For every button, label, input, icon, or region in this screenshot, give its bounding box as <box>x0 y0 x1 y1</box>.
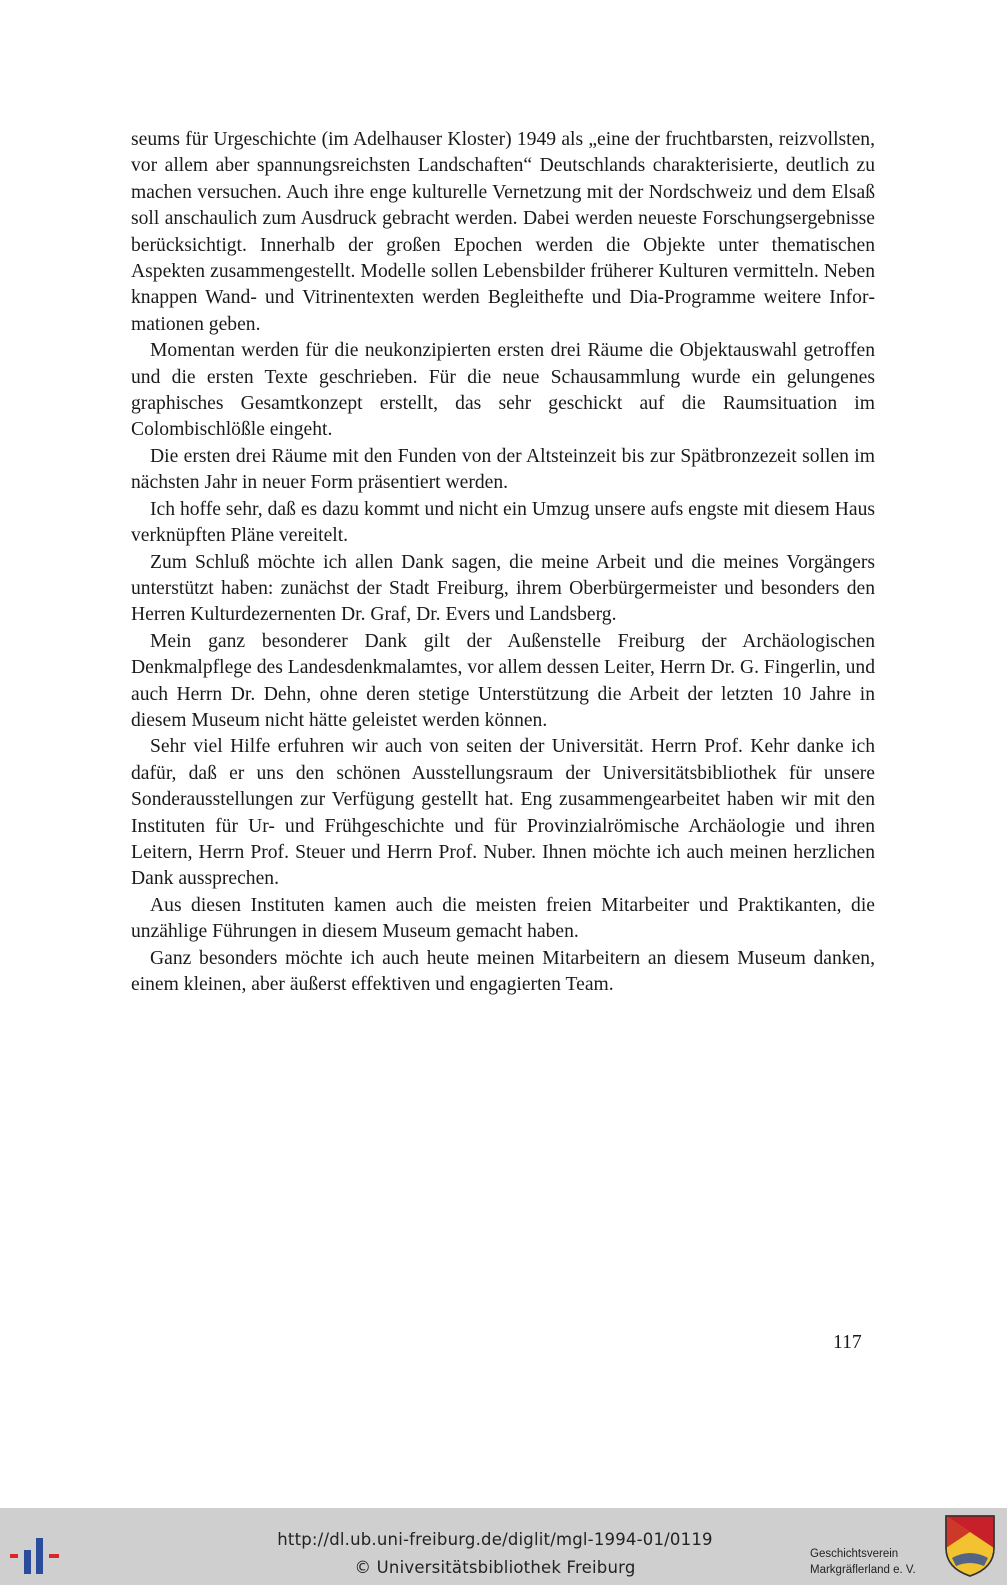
footer-bar <box>0 1508 1007 1585</box>
page-body-text <box>131 127 875 998</box>
coat-of-arms-icon <box>944 1514 996 1578</box>
society-name-line2: Markgräflerland e. V. <box>810 1564 916 1576</box>
page-number: 117 <box>833 1332 862 1353</box>
paragraph: Momentan werden für die neukonzipierten ersten drei Räume die Objektauswahl getroffen und die ersten Texte geschrieben. Für die neue Schausammlung wurde ein gelungenes graphisches Gesamtkonzept erstellt, das sehr geschickt auf die Raumsituation im Colombischlößle eingeht. <box>131 340 875 441</box>
society-name <box>810 1546 916 1578</box>
paragraph: Aus diesen Instituten kamen auch die meisten freien Mitarbeiter und Praktikanten, die unzählige Führungen in diesem Museum gemacht haben. <box>131 894 875 943</box>
paragraph: seums für Urgeschichte (im Adelhauser Kloster) 1949 als „eine der fruchtbarsten, reizvollsten, vor allem aber spannungsreichsten Landschaften“ Deutschlands charakterisierte, deutlich zu machen versuchen. Auch ihre enge kulturelle Vernetzung mit der Nordschweiz und dem Elsaß soll anschaulich zum Ausdruck gebracht werden. Dabei werden neueste Forschungsergebnisse berücksichtigt. Innerhalb der großen Epochen werden die Objekte unter thematischen Aspekten zusammengestellt. Modelle sollen Lebensbilder früherer Kulturen vermitteln. Neben knappen Wand- und Vitrinentexten werden Begleithefte und Dia-Programme weitere Informationen geben. <box>131 129 875 335</box>
paragraph: Sehr viel Hilfe erfuhren wir auch von seiten der Universität. Herrn Prof. Kehr danke ich dafür, daß er uns den schönen Ausstellungsraum der Universitätsbibliothek für unsere Sonderausstellungen zur Verfügung gestellt hat. Eng zusammengearbeitet haben wir mit den Instituten für Ur- und Frühgeschichte und für Provinzialrömische Archäologie und ihren Leitern, Herrn Prof. Steuer und Herrn Prof. Nuber. Ihnen möchte ich auch meinen herzlichen Dank aussprechen. <box>131 736 875 890</box>
society-name-line1: Geschichtsverein <box>810 1548 899 1560</box>
library-logo-icon <box>10 1524 64 1578</box>
paragraph: Die ersten drei Räume mit den Funden von der Altsteinzeit bis zur Spätbronzezeit sollen im nächsten Jahr in neuer Form präsentiert werden. <box>131 445 875 494</box>
copyright-notice: © Universitätsbibliothek Freiburg <box>354 1558 636 1577</box>
paragraph: Zum Schluß möchte ich allen Dank sagen, die meine Arbeit und die meines Vorgängers unterstützt haben: zunächst der Stadt Freiburg, ihrem Oberbürgermeister und besonders den Herren Kulturdezernenten Dr. Graf, Dr. Evers und Landsberg. <box>131 551 875 626</box>
paragraph: Ganz besonders möchte ich auch heute meinen Mitarbeitern an diesem Museum danken, einem kleinen, aber äußerst effektiven und engagierten Team. <box>131 947 875 995</box>
paragraph: Ich hoffe sehr, daß es dazu kommt und nicht ein Umzug unsere aufs engste mit diesem Haus verknüpften Pläne vereitelt. <box>131 498 875 547</box>
source-url-link[interactable]: http://dl.ub.uni-freiburg.de/diglit/mgl-1994-01/0119 <box>277 1530 713 1549</box>
paragraph: Mein ganz besonderer Dank gilt der Außenstelle Freiburg der Archäologischen Denkmalpflege des Landesdenkmalamtes, vor allem dessen Leiter, Herrn Dr. G. Fingerlin, und auch Herrn Dr. Dehn, ohne deren stetige Unterstützung die Arbeit der letzten 10 Jahre in diesem Museum nicht hätte geleistet werden können. <box>131 630 875 731</box>
